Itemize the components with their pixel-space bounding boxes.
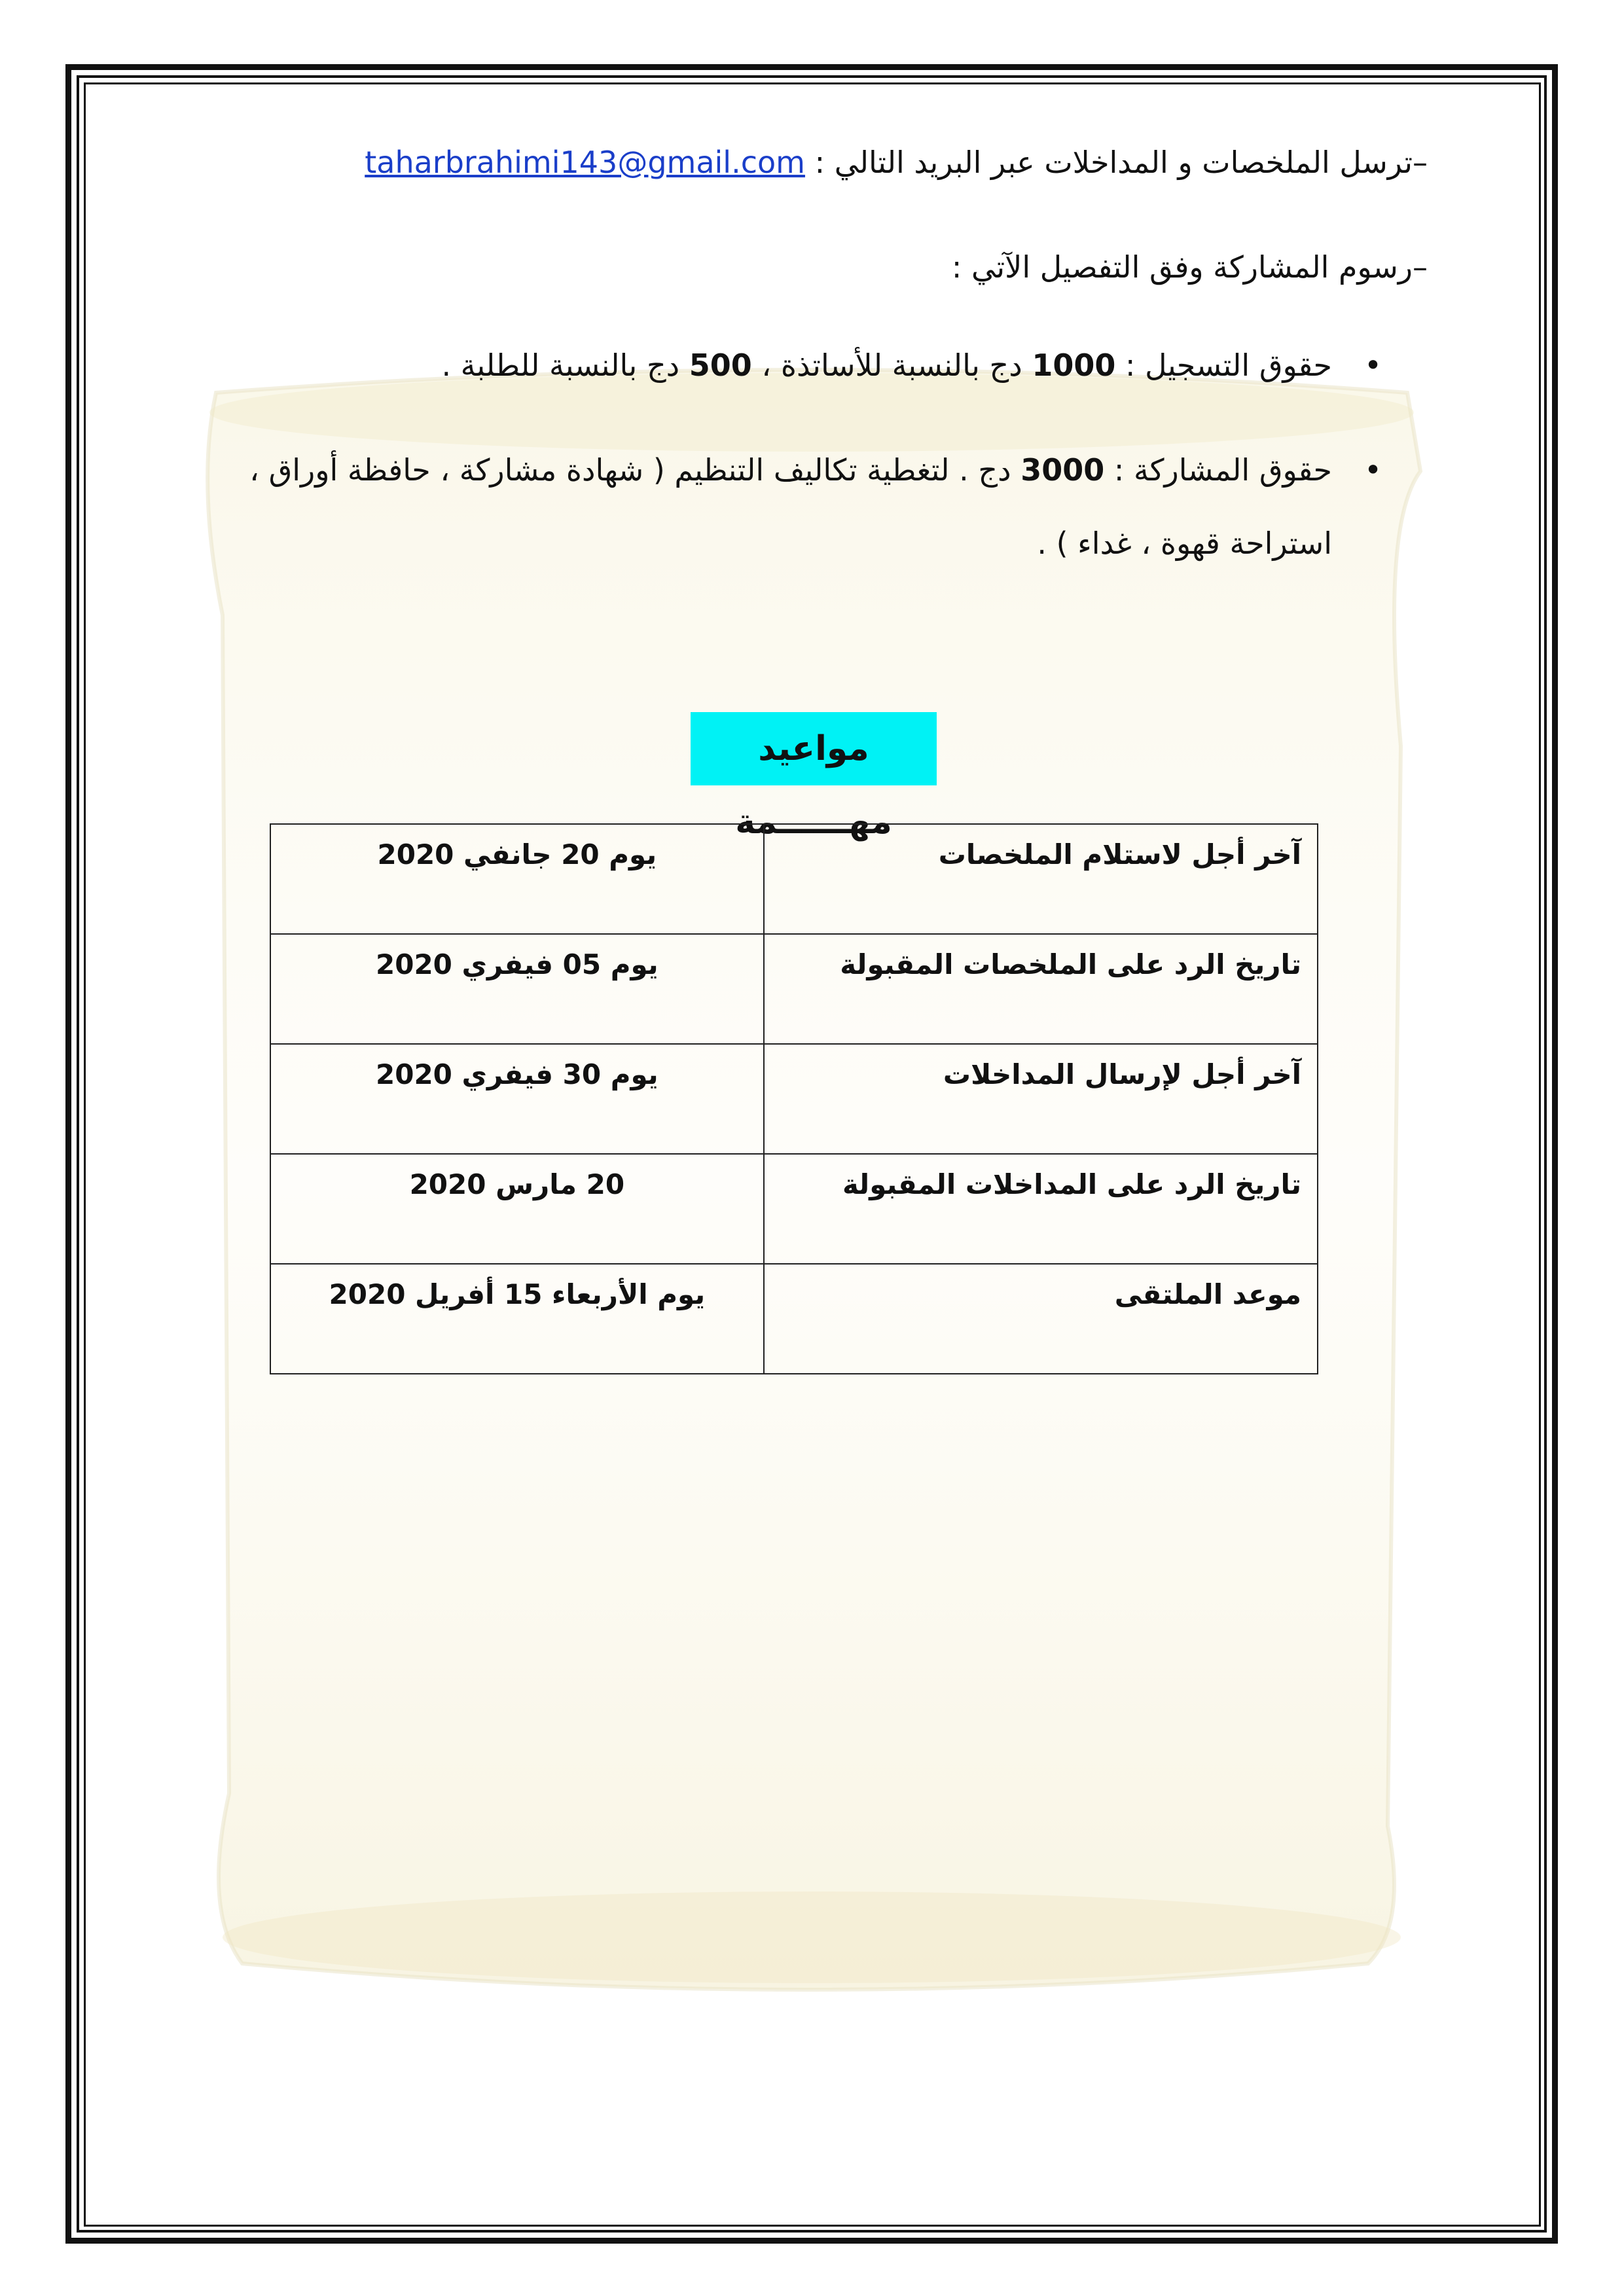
bullet-icon: • — [1364, 452, 1382, 488]
table-row — [270, 934, 1318, 1044]
registration-fee-teachers: 1000 — [1032, 348, 1116, 383]
date-label: آخر أجل لإرسال المداخلات — [764, 1044, 1318, 1154]
table-row — [270, 1154, 1318, 1264]
email-link[interactable]: taharbrahimi143@gmail.com — [365, 145, 805, 180]
date-value: يوم الأربعاء 15 أفريل 2020 — [270, 1264, 764, 1374]
date-label: موعد الملتقى — [764, 1264, 1318, 1374]
submission-email-line — [365, 143, 1428, 182]
date-label: آخر أجل لاستلام الملخصات — [764, 824, 1318, 934]
table-row — [270, 1044, 1318, 1154]
date-value: يوم 30 فيفري 2020 — [270, 1044, 764, 1154]
participation-fees-text: دج . لتغطية تكاليف التنظيم ( شهادة مشاركة ، حافظة أوراق ، — [249, 452, 1021, 488]
bullet-icon: • — [1364, 348, 1382, 383]
important-dates-heading: مواعيد مهــــــمة — [691, 712, 937, 785]
participation-fee-amount: 3000 — [1020, 452, 1105, 488]
table-row — [270, 1264, 1318, 1374]
registration-fees-label: حقوق التسجيل : — [1115, 348, 1332, 383]
registration-fees-suffix: دج بالنسبة للطلبة . — [441, 348, 689, 383]
participation-fees-continuation: استراحة قهوة ، غداء ) . — [1037, 526, 1332, 561]
table-row — [270, 824, 1318, 934]
registration-fee-students: 500 — [689, 348, 752, 383]
date-value: يوم 05 فيفري 2020 — [270, 934, 764, 1044]
important-dates-table — [270, 823, 1318, 1374]
submission-email-prefix: –ترسل الملخصات و المداخلات عبر البريد التالي : — [804, 145, 1428, 180]
participation-fees-item — [249, 450, 1332, 490]
registration-fees-text: دج بالنسبة للأساتذة ، — [751, 348, 1032, 383]
date-value: 20 مارس 2020 — [270, 1154, 764, 1264]
registration-fees-item — [441, 346, 1332, 385]
fees-intro: –رسوم المشاركة وفق التفصيل الآتي : — [951, 249, 1428, 285]
date-label: تاريخ الرد على المداخلات المقبولة — [764, 1154, 1318, 1264]
date-value: يوم 20 جانفي 2020 — [270, 824, 764, 934]
participation-fees-label: حقوق المشاركة : — [1104, 452, 1332, 488]
date-label: تاريخ الرد على الملخصات المقبولة — [764, 934, 1318, 1044]
